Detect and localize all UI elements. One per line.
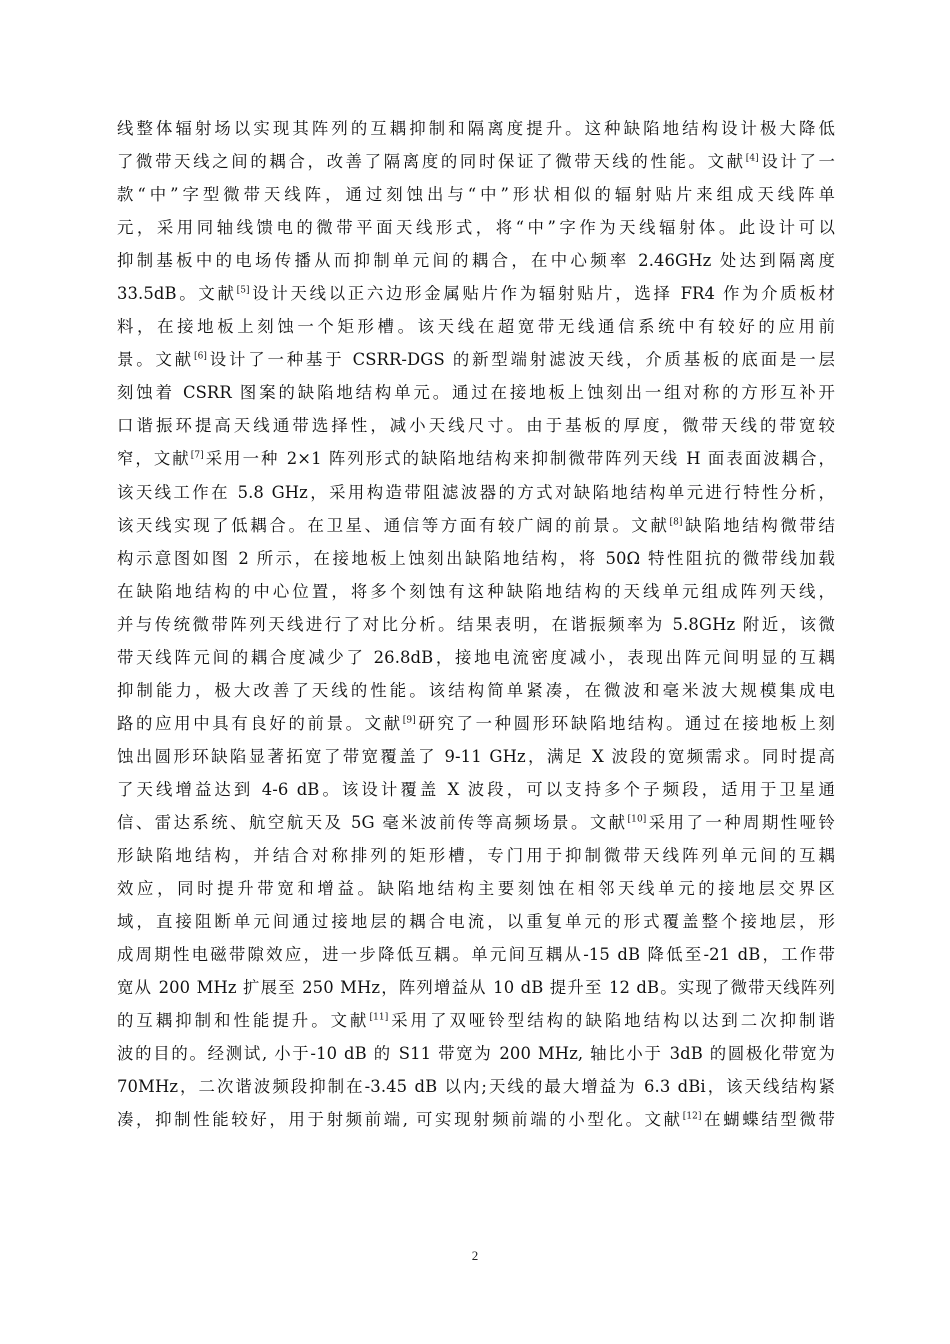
text-segment: 33.5dB。文献 [117,284,237,304]
text-segment: 域，直接阻断单元间通过接地层的耦合电流，以重复单元的形式覆盖整个接地层，形 [117,912,835,932]
text-segment: 的互耦抑制和性能提升。文献 [117,1011,370,1031]
text-segment: 凑，抑制性能较好，用于射频前端, 可实现射频前端的小型化。文献 [117,1110,683,1130]
text-segment: 设计天线以正六边形金属贴片作为辐射贴片，选择 FR4 作为介质板材 [249,284,835,304]
citation-ref: [9] [402,715,416,726]
text-segment: 采用一种 2×1 阵列形式的缺陷地结构来抑制微带阵列天线 H 面表面波耦合， [203,449,835,469]
text-line [117,1037,835,1070]
text-line [117,509,835,542]
text-line [117,542,835,575]
text-segment: 口谐振环提高天线通带选择性，减小天线尺寸。由于基板的厚度，微带天线的带宽较 [117,416,835,436]
citation-ref: [10] [627,814,647,825]
text-segment: 并与传统微带阵列天线进行了对比分析。结果表明，在谐振频率为 5.8GHz 附近，该微 [117,614,835,634]
text-line [117,575,835,608]
text-line [117,343,835,376]
text-segment: 研究了一种圆形环缺陷地结构。通过在接地板上刻 [415,713,836,733]
text-segment: 成周期性电磁带隙效应，进一步降低互耦。单元间互耦从-15 dB 降低至-21 dB，工作带 [117,945,835,965]
text-line [117,872,835,905]
text-line [117,971,835,1004]
text-line [117,938,835,971]
text-line [117,641,835,674]
text-segment: 抑制能力，极大改善了天线的性能。该结构简单紧凑，在微波和毫米波大规模集成电 [117,680,835,700]
text-segment: 了微带天线之间的耦合，改善了隔离度的同时保证了微带天线的性能。文献 [117,152,746,172]
text-line [117,608,835,641]
text-line [117,1004,835,1037]
text-segment: 采用了双哑铃型结构的缺陷地结构以达到二次抑制谐 [388,1011,835,1031]
text-line [117,409,835,442]
text-segment: 路的应用中具有良好的前景。文献 [117,713,403,733]
text-segment: 元，采用同轴线馈电的微带平面天线形式，将“中”字作为天线辐射体。此设计可以 [117,218,835,238]
citation-ref: [7] [190,451,204,461]
text-line [117,1103,835,1136]
text-segment: 线整体辐射场以实现其阵列的互耦抑制和隔离度提升。这种缺陷地结构设计极大降低 [117,119,835,138]
text-segment: 刻蚀着 CSRR 图案的缺陷地结构单元。通过在接地板上蚀刻出一组对称的方形互补开 [117,383,835,403]
text-segment: 效应，同时提升带宽和增益。缺陷地结构主要刻蚀在相邻天线单元的接地层交界区 [117,879,835,899]
text-segment: 该天线工作在 5.8 GHz，采用构造带阻滤波器的方式对缺陷地结构单元进行特性分析， [117,482,835,502]
text-segment: 在蝴蝶结型微带 [701,1110,835,1130]
text-line [117,674,835,707]
text-line [117,244,835,277]
text-segment: 宽从 200 MHz 扩展至 250 MHz，阵列增益从 10 dB 提升至 12 dB。实现了微带天线阵列 [117,978,835,998]
text-line [117,1070,835,1103]
text-segment: 蚀出圆形环缺陷显著拓宽了带宽覆盖了 9-11 GHz，满足 X 波段的宽频需求。同时提高 [117,746,835,766]
text-segment: 料，在接地板上刻蚀一个矩形槽。该天线在超宽带无线通信系统中有较好的应用前 [117,317,835,337]
text-line [117,905,835,938]
citation-ref: [8] [669,517,683,528]
page-number: 2 [471,1248,479,1263]
text-segment: 该天线实现了低耦合。在卫星、通信等方面有较广阔的前景。文献 [117,515,670,535]
text-segment: 款“中”字型微带天线阵，通过刻蚀出与“中”形状相似的辐射贴片来组成天线阵单 [117,185,835,205]
text-segment: 带天线阵元间的耦合度减少了 26.8dB，接地电流密度减小，表现出阵元间明显的互耦 [117,647,835,667]
citation-ref: [4] [745,153,759,164]
text-line [117,145,835,178]
text-line [117,211,835,244]
text-line [117,442,835,475]
text-segment: 在缺陷地结构的中心位置，将多个刻蚀有这种缺陷地结构的天线单元组成阵列天线， [117,581,835,601]
text-line [117,740,835,773]
text-segment: 缺陷地结构微带结 [682,515,835,535]
text-segment: 设计了一种基于 CSRR-DGS 的新型端射滤波天线，介质基板的底面是一层 [207,350,835,370]
text-line [117,773,835,806]
citation-ref: [6] [193,351,208,362]
text-line [117,178,835,211]
text-segment: 波的目的。经测试, 小于-10 dB 的 S11 带宽为 200 MHz, 轴比小于 3dB 的圆极化带宽为 [117,1044,835,1064]
text-line [117,476,835,509]
text-line [117,376,835,409]
body-text [117,112,835,1136]
text-line [117,839,835,872]
text-segment: 窄，文献 [117,449,191,469]
text-segment: 形缺陷地结构，并结合对称排列的矩形槽，专门用于抑制微带天线阵列单元间的互耦 [117,846,835,866]
text-segment: 70MHz，二次谐波频段抑制在-3.45 dB 以内;天线的最大增益为 6.3 dBi，该天线结构紧 [117,1077,835,1097]
text-line [117,277,835,310]
text-segment: 采用了一种周期性哑铃 [646,812,836,832]
text-line [117,806,835,839]
text-segment: 信、雷达系统、航空航天及 5G 毫米波前传等高频场景。文献 [117,812,628,832]
text-line [117,707,835,740]
citation-ref: [12] [682,1111,702,1122]
text-line [117,112,835,145]
text-segment: 了天线增益达到 4-6 dB。该设计覆盖 X 波段，可以支持多个子频段，适用于卫星通 [117,779,835,799]
citation-ref: [11] [369,1012,389,1023]
text-segment: 设计了一 [758,152,835,172]
text-segment: 抑制基板中的电场传播从而抑制单元间的耦合，在中心频率 2.46GHz 处达到隔离度 [117,251,835,271]
text-line [117,310,835,343]
text-segment: 景。文献 [117,350,194,370]
text-segment: 构示意图如图 2 所示，在接地板上蚀刻出缺陷地结构，将 50Ω 特性阻抗的微带线加载 [117,548,835,568]
citation-ref: [5] [236,285,250,296]
